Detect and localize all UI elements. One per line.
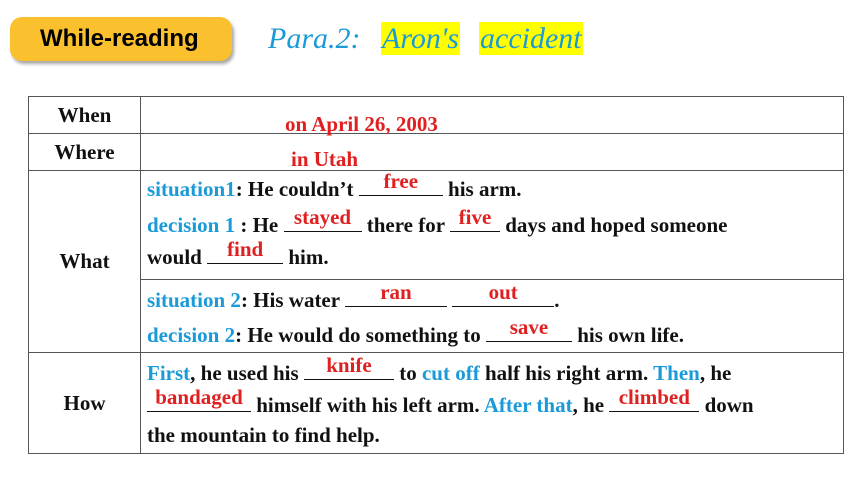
situation1-blank [359, 169, 443, 196]
situation1-line [147, 169, 522, 202]
decision1-line2-a: would [147, 245, 208, 269]
how-line-3: the mountain to find help. [147, 423, 380, 447]
row-where [29, 134, 844, 171]
decision1-blank-2 [450, 205, 500, 232]
title-word-1 [381, 22, 460, 56]
decision1-line2-b: him. [283, 245, 329, 269]
where-answer: in Utah [291, 147, 359, 171]
title-word-1-text: Aron's [382, 22, 459, 55]
row-when [29, 97, 844, 134]
decision1-prefix: decision 1 [147, 213, 236, 237]
how-answer-2: bandaged [155, 385, 243, 409]
how-cut-off: cut off [421, 361, 480, 385]
row-what-1 [29, 171, 844, 280]
situation1-text-b: his arm. [442, 177, 522, 201]
how-after-that: After that [483, 393, 573, 417]
situation2-blank-1 [345, 280, 447, 307]
situation2-text-b: . [554, 288, 560, 312]
situation2-answer-1: ran [380, 280, 412, 304]
how-l1-b: to [393, 361, 422, 385]
story-table [28, 96, 844, 454]
when-answer: on April 26, 2003 [285, 112, 438, 136]
decision1-answer-3: find [227, 237, 264, 261]
how-l1-d: , he [699, 361, 732, 385]
para-label: Para.2: [268, 22, 361, 55]
decision1-blank-1 [284, 205, 362, 232]
where-label: Where [29, 134, 141, 171]
when-cell [141, 97, 844, 134]
how-blank-2 [147, 385, 251, 412]
decision1-text-a: : He [235, 213, 284, 237]
decision1-answer-2: five [458, 205, 492, 229]
how-line-2 [147, 385, 754, 418]
decision1-blank-3 [207, 237, 283, 264]
what-cell-2 [141, 280, 844, 353]
how-line-1 [147, 353, 732, 386]
decision2-text-a: : He would do something to [235, 323, 486, 347]
row-how [29, 353, 844, 454]
how-answer-1: knife [326, 353, 372, 377]
row-what-2 [29, 280, 844, 353]
how-label: How [29, 353, 141, 454]
section-label: While-reading [40, 25, 199, 52]
situation2-line [147, 280, 560, 313]
decision2-text-b: his own life. [571, 323, 684, 347]
decision2-line [147, 315, 684, 348]
decision2-answer: save [509, 315, 549, 339]
decision1-answer-1: stayed [293, 205, 352, 229]
situation1-text-a: : He couldn’t [235, 177, 359, 201]
situation1-prefix: situation1 [147, 177, 236, 201]
decision1-text-b: there for [361, 213, 450, 237]
when-label: When [29, 97, 141, 134]
what-label: What [29, 171, 141, 353]
section-badge [10, 17, 232, 61]
how-l1-c: half his right arm. [479, 361, 654, 385]
situation2-text-a: : His water [240, 288, 345, 312]
decision1-line-2 [147, 237, 329, 270]
what-cell-1 [141, 171, 844, 280]
where-cell [141, 134, 844, 171]
how-first: First [147, 361, 191, 385]
decision2-prefix: decision 2 [147, 323, 236, 347]
how-l2-c: down [699, 393, 754, 417]
how-l2-b: , he [572, 393, 610, 417]
decision2-blank [486, 315, 572, 342]
decision1-text-c: days and hoped someone [499, 213, 728, 237]
how-blank-3 [609, 385, 699, 412]
how-l1-a: , he used his [190, 361, 304, 385]
how-blank-1 [304, 353, 394, 380]
title-word-2 [479, 22, 583, 56]
situation1-answer: free [383, 169, 419, 193]
title-word-2-text: accident [480, 22, 582, 55]
situation2-answer-2: out [488, 280, 518, 304]
how-then: Then [653, 361, 700, 385]
how-cell [141, 353, 844, 454]
decision1-line-1 [147, 205, 728, 238]
situation2-prefix: situation 2 [147, 288, 241, 312]
situation2-blank-2 [452, 280, 554, 307]
how-answer-3: climbed [618, 385, 690, 409]
how-l2-a: himself with his left arm. [251, 393, 484, 417]
